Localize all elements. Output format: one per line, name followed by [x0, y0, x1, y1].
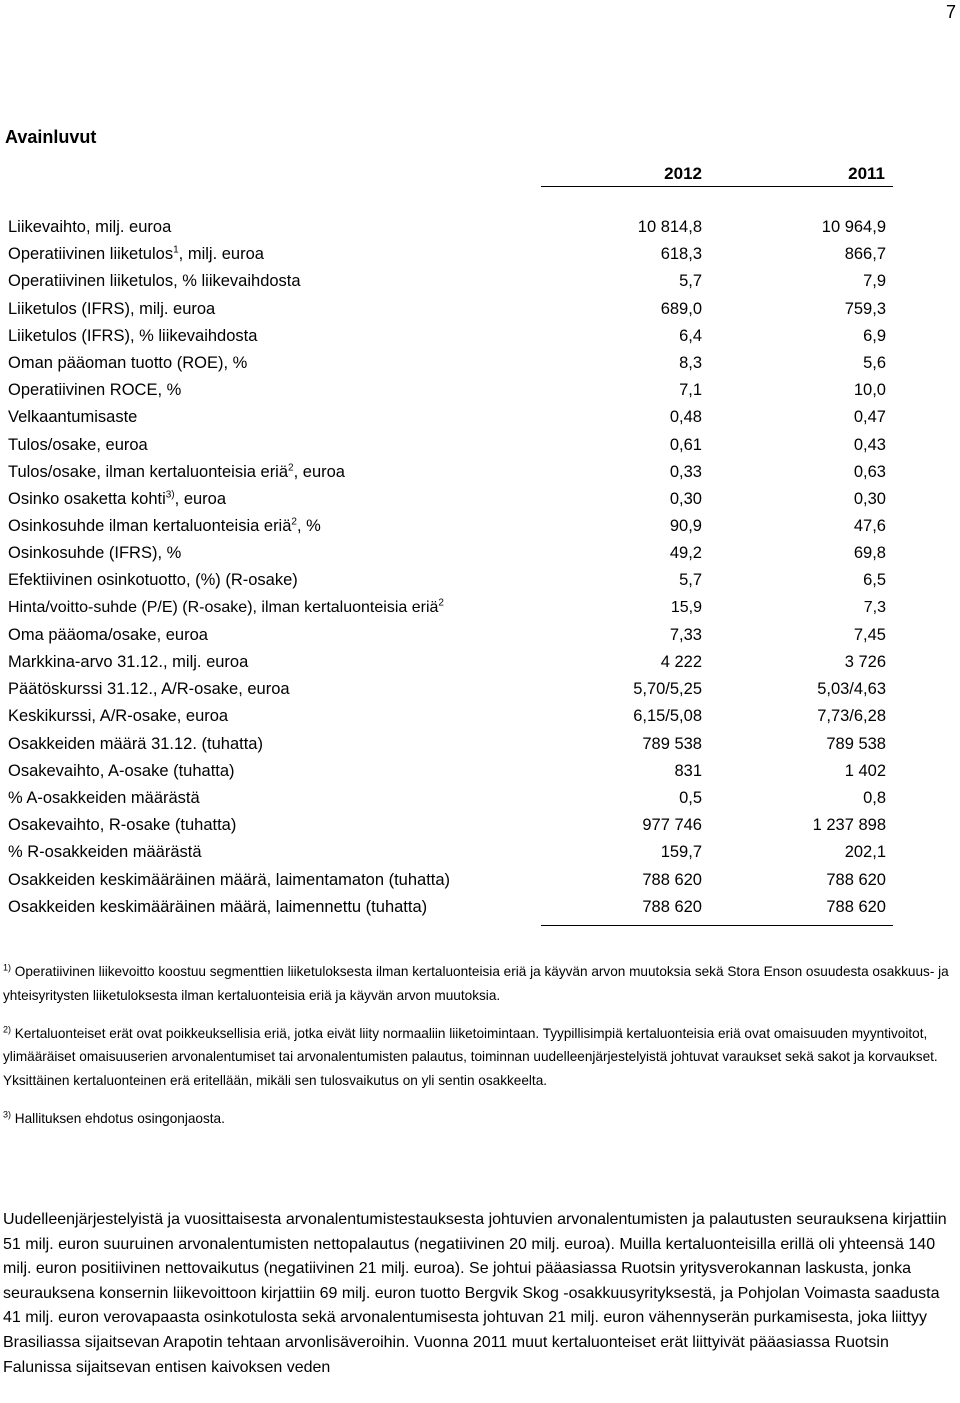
- footnote-marker: 1): [3, 962, 12, 973]
- row-label: Osakkeiden keskimääräinen määrä, laimennettu (tuhatta): [8, 897, 428, 916]
- row-label: Osakkeiden keskimääräinen määrä, laimentamaton (tuhatta): [8, 870, 451, 889]
- value-2011: 866,7: [844, 245, 886, 264]
- table-row: [0, 515, 960, 542]
- table-row: [0, 298, 960, 325]
- table-row: [0, 488, 960, 515]
- value-2011: 47,6: [853, 517, 886, 536]
- value-2012: 4 222: [660, 653, 702, 671]
- table-row: [0, 705, 960, 732]
- value-2012: 0,33: [669, 462, 702, 481]
- value-2011: 7,9: [863, 272, 886, 291]
- value-2011: 0,30: [853, 489, 886, 508]
- footnote-marker: 2: [288, 462, 294, 474]
- value-2012: 689,0: [660, 299, 702, 318]
- table-row: [0, 243, 960, 270]
- footnote: [3, 1107, 953, 1131]
- value-2012: 618,3: [660, 245, 702, 264]
- row-label: Markkina-arvo 31.12., milj. euroa: [8, 653, 249, 671]
- footnote-marker: 2: [438, 597, 444, 609]
- value-2012: 49,2: [669, 544, 702, 563]
- row-label: Osakevaihto, R-osake (tuhatta): [8, 816, 237, 835]
- body-paragraph: Uudelleenjärjestelyistä ja vuosittaisesta arvonalentumistestauksesta johtuvien arvonalentumisten ja palautusten seurauksena kirjattiin 51 milj. euron suuruinen arvonalentumisten nettopalautus (negatiivinen 20 milj. euroa). Muilla kertaluonteisilla erillä oli yhteensä 140 milj. euron positiivinen nettovaikutus (negatiivinen 21 milj. euroa). Se johtui pääasiassa Ruotsin yritysverokannan laskusta, jonka seurauksena konsernin liikevoittoon kirjattiin 69 milj. euron tuotto Bergvik Skog -osakkuusyrityksestä, ja Pohjolan Voimasta saadusta 41 milj. euron verovapaasta osinkotulosta sekä arvonalentumisesta johtuvan 21 milj. euron vähennyserän purkamisesta, joka liittyy Brasiliassa sijaitsevan Arapotin tehtaan arvonlisäveroihin. Vuonna 2011 muut kertaluonteiset erät liittyivät pääasiassa Ruotsin Falunissa sijaitsevan entisen kaivoksen veden: [3, 1211, 947, 1376]
- row-label: Operatiivinen ROCE, %: [8, 381, 182, 400]
- column-header-2012: 2012: [664, 164, 702, 183]
- row-label: % A-osakkeiden määrästä: [8, 788, 200, 807]
- value-2011: 0,43: [853, 435, 886, 454]
- footnote-marker: 2): [3, 1024, 12, 1035]
- footnote-marker: 2: [291, 516, 297, 528]
- row-label: Tulos/osake, ilman kertaluonteisia eriä$^2$, euroa: [8, 462, 345, 481]
- table-row: [0, 896, 960, 923]
- year-header: [541, 164, 893, 187]
- value-2012: 90,9: [669, 517, 702, 536]
- value-2012: 15,9: [670, 598, 702, 616]
- table-row: [0, 434, 960, 461]
- value-2011: 5,6: [863, 353, 886, 372]
- value-2011: 7,3: [863, 598, 886, 616]
- table-row: [0, 352, 960, 379]
- value-2012: 0,30: [669, 489, 702, 508]
- value-2012: 0,61: [669, 435, 702, 454]
- table-row: [0, 325, 960, 352]
- value-2012: 831: [674, 761, 702, 780]
- footnote-text: Operatiivinen liikevoitto koostuu segmenttien liiketuloksesta ilman kertaluonteisia eriä ja käyvän arvon muutoksia sekä Stora Enson osuudesta osakkuus- ja yhteisyritysten liiketuloksesta ilman kertaluonteisia eriä ja käyvän arvon muutoksia.: [3, 964, 949, 1003]
- table-row: [0, 461, 960, 488]
- row-label: Osakkeiden määrä 31.12. (tuhatta): [8, 734, 263, 753]
- row-label: Päätöskurssi 31.12., A/R-osake, euroa: [8, 680, 290, 699]
- value-2011: 6,9: [863, 326, 886, 345]
- row-label: Osinkosuhde (IFRS), %: [8, 544, 182, 563]
- table-row: [0, 270, 960, 297]
- value-2011: 1 402: [844, 761, 886, 780]
- value-2011: 789 538: [826, 734, 886, 753]
- row-label: Operatiivinen liiketulos$^1$, milj. euroa: [8, 244, 264, 264]
- value-2011: 759,3: [844, 299, 886, 318]
- row-label: Hinta/voitto-suhde (P/E) (R-osake), ilman kertaluonteisia eriä$^2$: [8, 597, 444, 616]
- section-title: Avainluvut: [5, 127, 97, 147]
- value-2012: 7,33: [669, 625, 702, 644]
- row-label: Liiketulos (IFRS), % liikevaihdosta: [8, 326, 258, 345]
- row-label: Oman pääoman tuotto (ROE), %: [8, 353, 248, 372]
- value-2012: 788 620: [642, 870, 702, 889]
- table-row: [0, 678, 960, 705]
- row-label: Liiketulos (IFRS), milj. euroa: [8, 299, 216, 318]
- table-bottom-rule: [541, 925, 893, 926]
- value-2011: 3 726: [844, 653, 886, 671]
- value-2011: 788 620: [826, 870, 886, 889]
- value-2012: 8,3: [679, 353, 702, 372]
- value-2011: 0,63: [853, 462, 886, 481]
- row-label: Operatiivinen liiketulos, % liikevaihdosta: [8, 272, 301, 291]
- table-row: [0, 406, 960, 433]
- footnote-marker: 3): [3, 1109, 12, 1120]
- value-2011: 69,8: [853, 544, 886, 563]
- row-label: Tulos/osake, euroa: [8, 435, 148, 454]
- table-row: [0, 379, 960, 406]
- value-2012: 0,48: [669, 408, 702, 427]
- row-label: % R-osakkeiden määrästä: [8, 843, 202, 862]
- value-2012: 6,4: [679, 326, 702, 345]
- value-2012: 5,7: [679, 571, 702, 590]
- value-2011: 6,5: [863, 571, 886, 590]
- value-2012: 6,15/5,08: [633, 707, 702, 726]
- value-2012: 5,7: [679, 272, 702, 291]
- value-2011: 0,47: [853, 408, 886, 427]
- footnote: [3, 960, 953, 1008]
- value-2011: 10 964,9: [821, 218, 886, 236]
- value-2011: 1 237 898: [812, 816, 886, 835]
- value-2011: 10,0: [853, 381, 886, 400]
- table-row: [0, 569, 960, 596]
- row-label: Osinkosuhde ilman kertaluonteisia eriä$^2$, %: [8, 516, 321, 536]
- value-2011: 7,45: [853, 625, 886, 644]
- table-row: [0, 624, 960, 651]
- value-2012: 5,70/5,25: [633, 680, 702, 699]
- row-label: Keskikurssi, A/R-osake, euroa: [8, 707, 229, 726]
- table-row: [0, 597, 960, 624]
- footnotes: [3, 960, 953, 1145]
- table-row: [0, 841, 960, 868]
- key-figures-table: [0, 216, 960, 923]
- value-2011: 5,03/4,63: [817, 680, 886, 699]
- footnote: [3, 1022, 953, 1093]
- footnote-marker: 3): [165, 489, 175, 501]
- value-2012: 788 620: [642, 897, 702, 916]
- row-label: Osinko osaketta kohti$^{3)}$, euroa: [8, 489, 227, 508]
- value-2012: 789 538: [642, 734, 702, 753]
- table-row: [0, 814, 960, 841]
- table-row: [0, 216, 960, 243]
- table-row: [0, 869, 960, 896]
- row-label: Liikevaihto, milj. euroa: [8, 218, 172, 236]
- value-2012: 159,7: [660, 843, 702, 862]
- value-2012: 10 814,8: [637, 218, 702, 236]
- value-2011: 7,73/6,28: [817, 707, 886, 726]
- page-number: 7: [945, 2, 956, 22]
- column-header-2011: 2011: [848, 164, 885, 183]
- value-2012: 977 746: [642, 816, 702, 835]
- value-2011: 0,8: [863, 788, 886, 807]
- row-label: Velkaantumisaste: [8, 408, 138, 427]
- value-2011: 788 620: [826, 897, 886, 916]
- row-label: Efektiivinen osinkotuotto, (%) (R-osake): [8, 571, 298, 590]
- table-row: [0, 733, 960, 760]
- row-label: Osakevaihto, A-osake (tuhatta): [8, 761, 235, 780]
- footnote-text: Kertaluonteiset erät ovat poikkeuksellisia eriä, jotka eivät liity normaaliin liiketoimintaan. Tyypillisimpiä kertaluonteisia eriä ovat omaisuuden myyntivoitot, ylimääräiset omaisuuserien arvonalentumiset tai arvonalentumisten palautus, toiminnan uudelleenjärjestelyistä johtuvat varaukset sekä sakot ja korvaukset. Yksittäinen kertaluonteinen erä eritellään, mikäli sen tulosvaikutus on yli sentin osakkeelta.: [3, 1025, 938, 1089]
- value-2011: 202,1: [844, 843, 886, 862]
- table-row: [0, 542, 960, 569]
- value-2012: 0,5: [679, 788, 702, 807]
- table-row: [0, 760, 960, 787]
- footnote-text: Hallituksen ehdotus osingonjaosta.: [14, 1110, 225, 1126]
- row-label: Oma pääoma/osake, euroa: [8, 625, 208, 644]
- value-2012: 7,1: [679, 381, 702, 400]
- table-row: [0, 651, 960, 678]
- footnote-marker: 1: [173, 244, 179, 256]
- table-row: [0, 787, 960, 814]
